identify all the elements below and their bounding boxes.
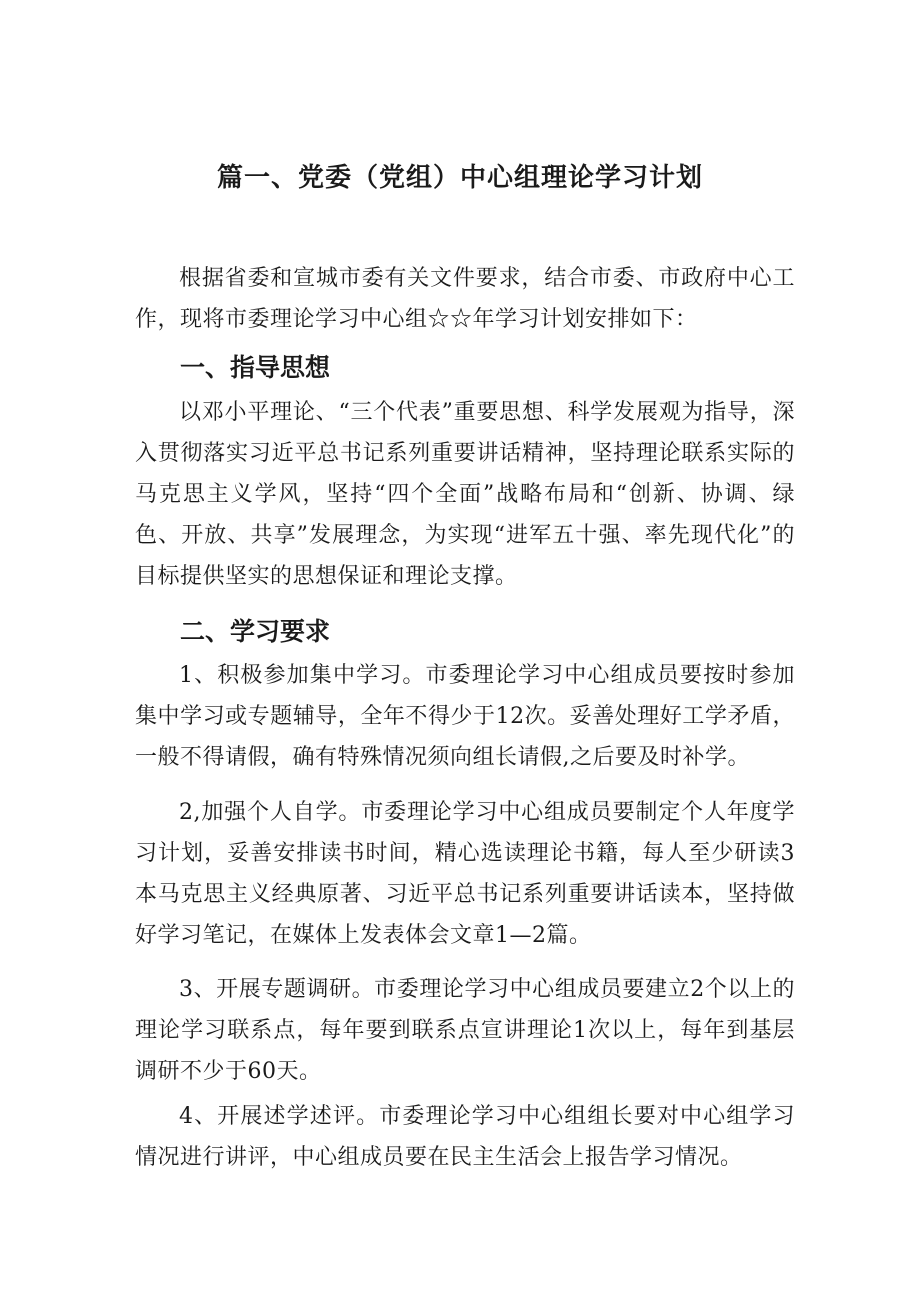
document-title: 篇一、党委（党组）中心组理论学习计划 xyxy=(216,163,703,193)
section-heading-study-requirements: 二、学习要求 xyxy=(180,617,331,646)
requirement-paragraph-4: 4、开展述学述评。市委理论学习中心组组长要对中心组学习情况进行讲评，中心组成员要在民主生活会上报告学习情况。 xyxy=(135,1104,795,1170)
intro-paragraph: 根据省委和宣城市委有关文件要求，结合市委、市政府中心工作，现将市委理论学习中心组☆☆年学习计划安排如下： xyxy=(135,266,795,332)
requirement-paragraph-3: 3、开展专题调研。市委理论学习中心组成员要建立2个以上的理论学习联系点，每年要到联系点宣讲理论1次以上，每年到基层调研不少于60天。 xyxy=(135,977,795,1084)
requirement-paragraph-1: 1、积极参加集中学习。市委理论学习中心组成员要按时参加集中学习或专题辅导，全年不得少于12次。妥善处理好工学矛盾，一般不得请假，确有特殊情况须向组长请假,之后要及时补学。 xyxy=(135,663,795,770)
section-heading-guiding-ideology: 一、指导思想 xyxy=(180,353,331,382)
guiding-ideology-paragraph: 以邓小平理论、“三个代表”重要思想、科学发展观为指导，深入贯彻落实习近平总书记系列重要讲话精神，坚持理论联系实际的马克思主义学风，坚持“四个全面”战略布局和“创新、协调、绿色、开放、共享”发展理念，为实现“进军五十强、率先现代化”的目标提供坚实的思想保证和理论支撑。 xyxy=(135,400,795,589)
requirement-paragraph-2: 2,加强个人自学。市委理论学习中心组成员要制定个人年度学习计划，妥善安排读书时间，精心选读理论书籍，每人至少研读3本马克思主义经典原著、习近平总书记系列重要讲话读本，坚持做好学习笔记，在媒体上发表体会文章1—2篇。 xyxy=(135,800,795,948)
